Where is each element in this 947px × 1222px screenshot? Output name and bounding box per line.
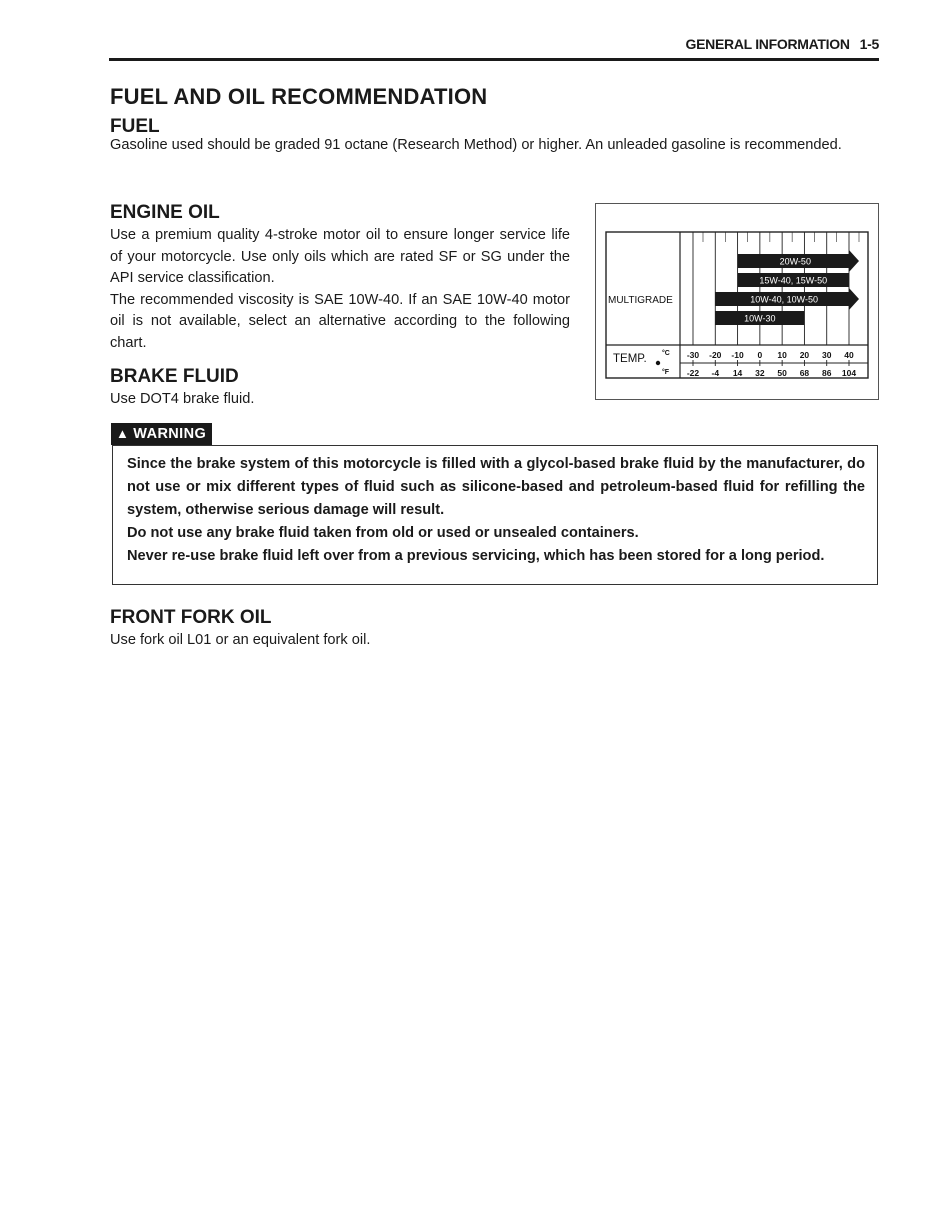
celsius-tick-label: 0 <box>757 350 763 360</box>
oil-grade-label: 10W-30 <box>744 313 776 324</box>
brake-fluid-heading: BRAKE FLUID <box>110 366 239 387</box>
celsius-unit: °C <box>662 350 670 357</box>
section-title: GENERAL INFORMATION <box>685 36 850 52</box>
front-fork-oil-text: Use fork oil L01 or an equivalent fork oil. <box>110 632 371 648</box>
viscosity-chart <box>595 203 879 400</box>
multigrade-label: MULTIGRADE <box>608 295 673 306</box>
temp-label: TEMP. <box>613 353 647 365</box>
fahrenheit-tick-label: 68 <box>799 368 810 378</box>
oil-grade-label: 15W-40, 15W-50 <box>759 275 828 286</box>
engine-oil-paragraph-1: Use a premium quality 4-stroke motor oil to ensure longer service life of your motorcycle. Use only oils which are rated SF or SG under the API service classification. <box>110 227 570 286</box>
celsius-tick-label: 40 <box>844 350 854 360</box>
fahrenheit-tick-label: -4 <box>711 368 720 378</box>
running-header <box>686 36 879 52</box>
fuel-heading: FUEL <box>110 116 160 137</box>
header-rule <box>109 58 879 61</box>
celsius-tick-label: 20 <box>799 350 810 360</box>
warning-line-3: Never re-use brake fluid left over from a previous servicing, which has been stored for a long period. <box>127 548 825 564</box>
front-fork-oil-heading: FRONT FORK OIL <box>110 607 272 628</box>
fahrenheit-tick-label: 104 <box>841 368 857 378</box>
chart-grid <box>693 232 859 345</box>
fahrenheit-tick-label: 50 <box>777 368 787 378</box>
engine-oil-paragraph-2: The recommended viscosity is SAE 10W-40. If an SAE 10W-40 motor oil is not available, select an alternative according to the following chart. <box>110 291 570 351</box>
celsius-tick-label: 10 <box>777 350 787 360</box>
celsius-tick-label: -10 <box>731 350 744 360</box>
celsius-tick-label: -20 <box>709 350 722 360</box>
viscosity-chart-svg <box>596 204 880 401</box>
brake-fluid-text: Use DOT4 brake fluid. <box>110 391 255 407</box>
engine-oil-text <box>110 225 570 354</box>
engine-oil-heading: ENGINE OIL <box>110 202 220 223</box>
fahrenheit-tick-label: 86 <box>821 368 832 378</box>
page-number: 1-5 <box>859 36 879 52</box>
warning-icon: ▲ <box>116 426 130 441</box>
page-title: FUEL AND OIL RECOMMENDATION <box>110 84 488 109</box>
celsius-tick-label: -30 <box>686 350 700 360</box>
oil-grade-label: 20W-50 <box>779 256 811 267</box>
fahrenheit-tick-label: -22 <box>686 368 700 378</box>
chart-ticks <box>687 350 857 378</box>
fahrenheit-tick-label: 14 <box>732 368 743 378</box>
warning-text <box>127 453 865 568</box>
fahrenheit-tick-label: 32 <box>755 368 765 378</box>
warning-badge <box>111 423 212 445</box>
warning-line-1: Since the brake system of this motorcycle is filled with a glycol-based brake fluid by the manufacturer, do not use or mix different types of fluid such as silicone-based and petroleum-based fluid for refilling the system, otherwise serious damage will result. <box>127 456 865 518</box>
chart-bars <box>715 250 859 325</box>
oil-grade-label: 10W-40, 10W-50 <box>750 294 818 305</box>
unit-divider-dot <box>656 361 660 365</box>
fuel-text: Gasoline used should be graded 91 octane (Research Method) or higher. An unleaded gasoline is recommended. <box>110 137 842 153</box>
warning-line-2: Do not use any brake fluid taken from old or used or unsealed containers. <box>127 525 639 541</box>
fahrenheit-unit: °F <box>662 369 670 376</box>
warning-label: WARNING <box>133 426 207 442</box>
celsius-tick-label: 30 <box>821 350 832 360</box>
